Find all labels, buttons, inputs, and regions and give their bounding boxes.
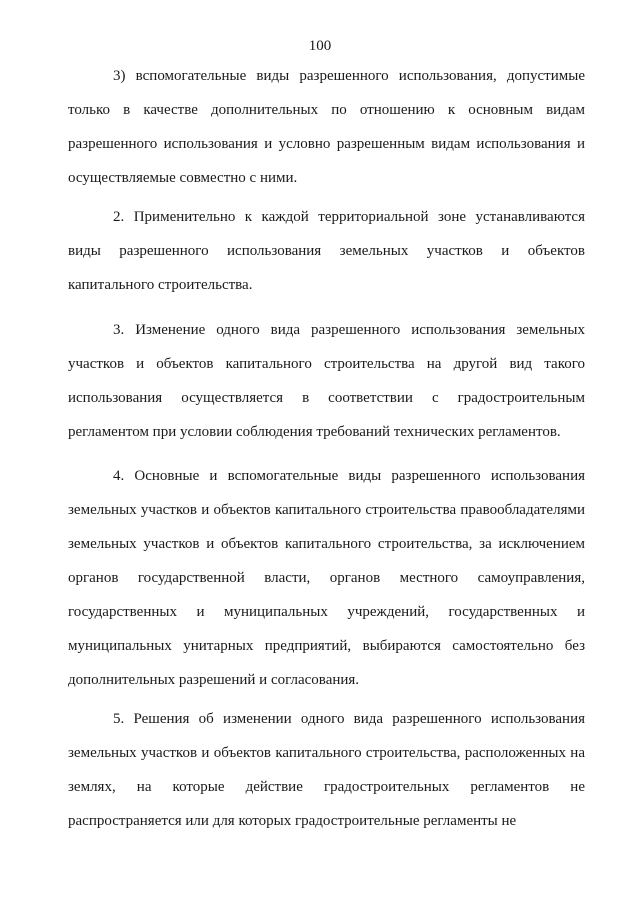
paragraph-clause-2: 2. Применительно к каждой территориальной зоне устанавливаются виды разрешенного использования земельных участков и объектов капитального строительства.	[68, 209, 585, 293]
document-body	[68, 59, 585, 838]
paragraph-clause-5: 5. Решения об изменении одного вида разрешенного использования земельных участков и объектов капитального строительства, расположенных на землях, на которые действие градостроительных регламентов не распространяется или для которых градостроительные регламенты не	[68, 711, 585, 829]
paragraph-clause-4: 4. Основные и вспомогательные виды разрешенного использования земельных участков и объектов капитального строительства правообладателями земельных участков и объектов капитального строительства, за исключением органов государственной власти, органов местного самоуправления, государственных и муниципальных учреждений, государственных и муниципальных унитарных предприятий, выбираются самостоятельно без дополнительных разрешений и согласования.	[68, 468, 585, 688]
paragraph-item-3-subclause: 3) вспомогательные виды разрешенного использования, допустимые только в качестве дополнительных по отношению к основным видам разрешенного использования и условно разрешенным видам использования и осуществляемые совместно с ними.	[68, 68, 585, 186]
page-number: 100	[308, 38, 332, 54]
paragraph-clause-3: 3. Изменение одного вида разрешенного использования земельных участков и объектов капитального строительства на другой вид такого использования осуществляется в соответствии с градостроительным регламентом при условии соблюдения требований технических регламентов.	[68, 322, 585, 440]
